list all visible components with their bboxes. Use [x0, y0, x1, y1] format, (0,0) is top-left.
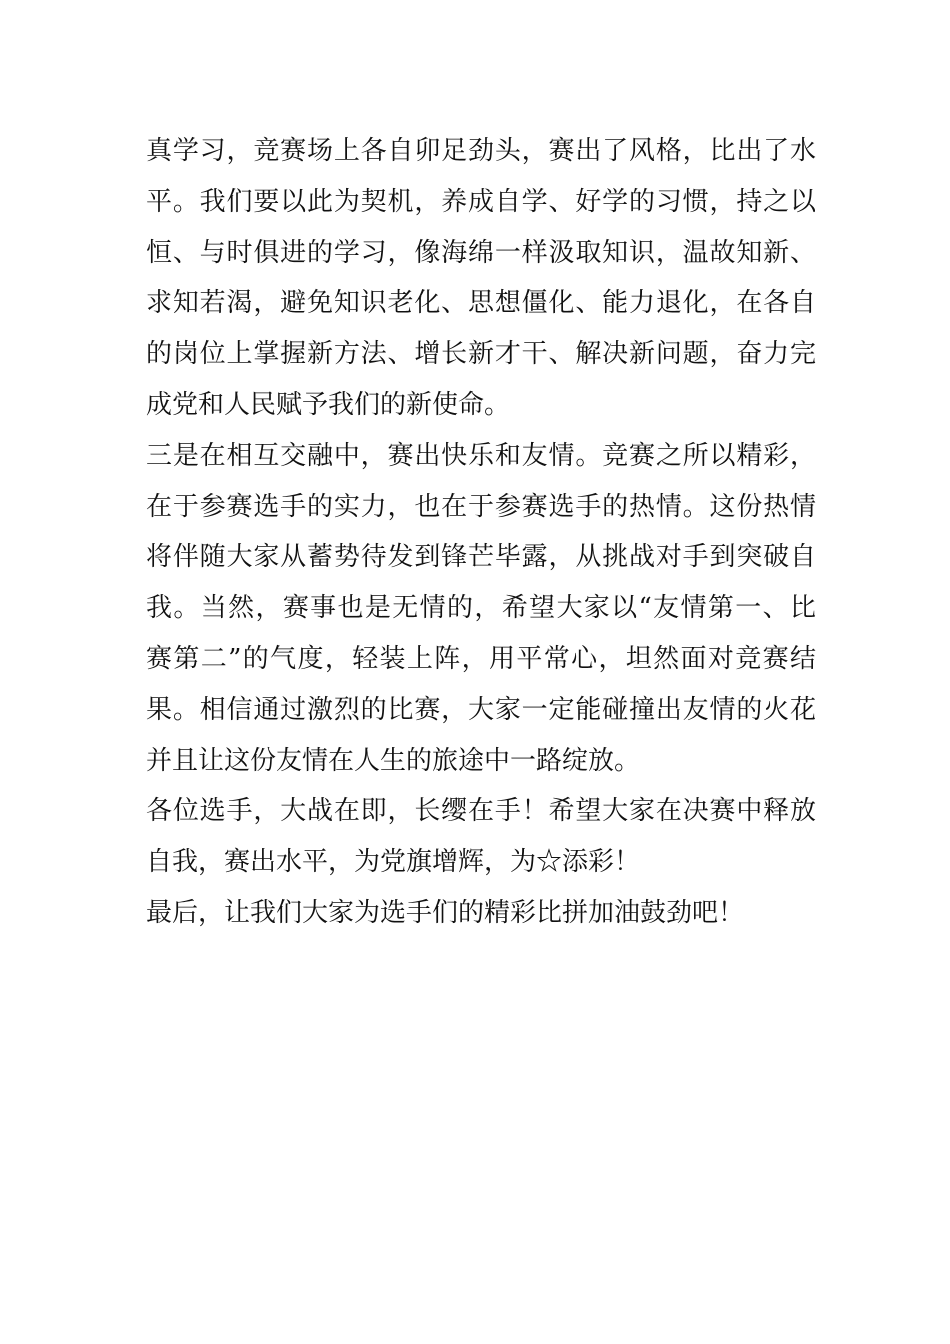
text-line: 并且让这份友情在人生的旅途中一路绽放。: [146, 745, 641, 776]
text-line: 的岗位上掌握新方法、增长新才干、解决新问题，奋力完: [146, 339, 816, 370]
text-line: 果。相信通过激烈的比赛，大家一定能碰撞出友情的火花: [146, 694, 816, 725]
text-line: 将伴随大家从蓄势待发到锋芒毕露，从挑战对手到突破自: [146, 542, 816, 573]
text-line: 求知若渴，避免知识老化、思想僵化、能力退化，在各自: [146, 288, 816, 319]
text-line: 赛第二”的气度，轻装上阵，用平常心，坦然面对竞赛结: [146, 643, 816, 674]
body-text: [146, 126, 816, 939]
text-line: 平。我们要以此为契机，养成自学、好学的习惯，持之以: [146, 186, 816, 217]
text-line: 最后，让我们大家为选手们的精彩比拼加油鼓劲吧！: [146, 897, 745, 928]
text-line: 我。当然，赛事也是无情的，希望大家以“友情第一、比: [146, 593, 816, 624]
text-line: 三是在相互交融中，赛出快乐和友情。竞赛之所以精彩，: [146, 440, 816, 471]
text-line: 真学习，竞赛场上各自卯足劲头，赛出了风格，比出了水: [146, 136, 816, 166]
text-line: 成党和人民赋予我们的新使命。: [146, 389, 511, 420]
text-line: 在于参赛选手的实力，也在于参赛选手的热情。这份热情: [146, 491, 816, 522]
text-line: 各位选手，大战在即，长缨在手！希望大家在决赛中释放: [146, 796, 816, 827]
text-line: 恒、与时俱进的学习，像海绵一样汲取知识，温故知新、: [146, 237, 816, 268]
text-line: 自我，赛出水平，为党旗增辉，为☆添彩！: [146, 847, 641, 878]
